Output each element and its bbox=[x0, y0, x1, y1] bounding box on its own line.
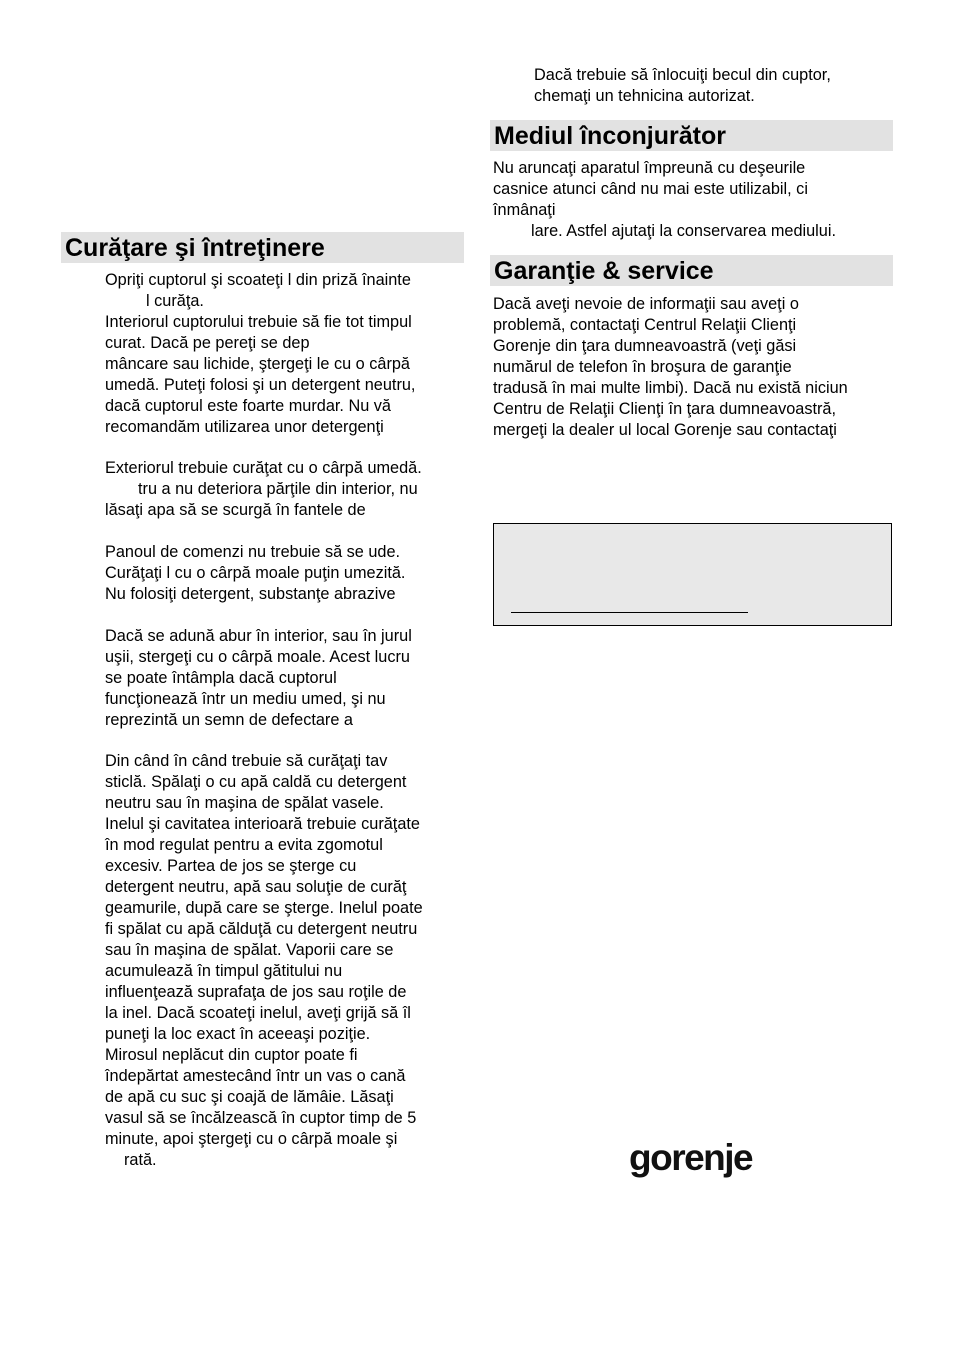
info-box bbox=[493, 523, 892, 626]
paragraph-line: Interiorul cuptorului trebuie să fie tot timpul bbox=[105, 313, 412, 331]
paragraph-line: Curăţaţi l cu o cârpă moale puţin umezită. bbox=[105, 564, 406, 582]
paragraph-line: vasul să se încălzească în cuptor timp de 5 bbox=[105, 1109, 417, 1127]
paragraph-line: uşii, stergeţi cu o cârpă moale. Acest lucru bbox=[105, 648, 410, 666]
paragraph-line: Inelul şi cavitatea interioară trebuie curăţate bbox=[105, 815, 420, 833]
paragraph-line: se poate întâmpla dacă cuptorul bbox=[105, 669, 337, 687]
paragraph-line: înmânaţi bbox=[493, 201, 556, 219]
paragraph-line: fi spălat cu apă călduţă cu detergent neutru bbox=[105, 920, 418, 938]
warranty-heading: Garanţie & service bbox=[494, 257, 714, 285]
paragraph-line: mergeţi la dealer ul local Gorenje sau contactaţi bbox=[493, 421, 837, 439]
paragraph-line: Opriţi cuptorul şi scoateţi l din priză înainte bbox=[105, 271, 411, 289]
paragraph-line: umedă. Puteţi folosi şi un detergent neutru, bbox=[105, 376, 416, 394]
warranty-heading-bar bbox=[490, 255, 893, 286]
paragraph-line: Din când în când trebuie să curăţaţi tav bbox=[105, 752, 388, 770]
paragraph-line: l curăţa. bbox=[146, 292, 204, 310]
paragraph-line: recomandăm utilizarea unor detergenţi bbox=[105, 418, 384, 436]
paragraph-line: excesiv. Partea de jos se şterge cu bbox=[105, 857, 357, 875]
paragraph-line: Panoul de comenzi nu trebuie să se ude. bbox=[105, 543, 401, 561]
paragraph-line: puneţi la loc exact în aceeaşi poziţie. bbox=[105, 1025, 371, 1043]
paragraph-line: Dacă se adună abur în interior, sau în jurul bbox=[105, 627, 412, 645]
paragraph-line: dacă cuptorul este foarte murdar. Nu vă bbox=[105, 397, 391, 415]
paragraph-line: rată. bbox=[124, 1151, 157, 1169]
paragraph-line: Dacă aveţi nevoie de informaţii sau aveţi o bbox=[493, 295, 799, 313]
environment-heading: Mediul înconjurător bbox=[494, 122, 726, 150]
paragraph-line: Nu folosiţi detergent, substanţe abrazive bbox=[105, 585, 396, 603]
paragraph-line: Gorenje din ţara dumneavoastră (veţi găsi bbox=[493, 337, 797, 355]
environment-heading-bar bbox=[490, 120, 893, 151]
paragraph-line: neutru sau în maşina de spălat vasele. bbox=[105, 794, 384, 812]
paragraph-line: Nu aruncaţi aparatul împreună cu deşeurile bbox=[493, 159, 806, 177]
paragraph-line: casnice atunci când nu mai este utilizabil, ci bbox=[493, 180, 808, 198]
paragraph-line: Dacă trebuie să înlocuiţi becul din cuptor, bbox=[534, 66, 831, 84]
paragraph-line: chemaţi un tehnicina autorizat. bbox=[534, 87, 755, 105]
paragraph-line: Mirosul neplăcut din cuptor poate fi bbox=[105, 1046, 358, 1064]
signature-line bbox=[511, 612, 748, 613]
paragraph-line: curat. Dacă pe pereţi se dep bbox=[105, 334, 310, 352]
paragraph-line: mâncare sau lichide, ştergeţi le cu o cârpă bbox=[105, 355, 410, 373]
paragraph-line: lăsaţi apa să se scurgă în fantele de bbox=[105, 501, 366, 519]
cleaning-heading-bar bbox=[61, 232, 464, 263]
paragraph-line: numărul de telefon în broşura de garanţie bbox=[493, 358, 792, 376]
paragraph-line: Centru de Relaţii Clienţi în ţara dumneavoastră, bbox=[493, 400, 836, 418]
paragraph-line: problemă, contactaţi Centrul Relaţii Clienţi bbox=[493, 316, 797, 334]
paragraph-line: de apă cu suc şi coajă de lămâie. Lăsaţi bbox=[105, 1088, 394, 1106]
paragraph-line: tru a nu deteriora părţile din interior, nu bbox=[138, 480, 418, 498]
paragraph-line: în mod regulat pentru a evita zgomotul bbox=[105, 836, 383, 854]
paragraph-line: geamurile, după care se şterge. Inelul poate bbox=[105, 899, 423, 917]
paragraph-line: lare. Astfel ajutaţi la conservarea mediului. bbox=[531, 222, 836, 240]
paragraph-line: tradusă în mai multe limbi). Dacă nu există niciun bbox=[493, 379, 848, 397]
cleaning-heading: Curăţare şi întreţinere bbox=[65, 234, 325, 262]
paragraph-line: la inel. Dacă scoateţi inelul, aveţi grijă să îl bbox=[105, 1004, 411, 1022]
paragraph-line: sticlă. Spălaţi o cu apă caldă cu detergent bbox=[105, 773, 407, 791]
paragraph-line: detergent neutru, apă sau soluţie de curăţ bbox=[105, 878, 407, 896]
paragraph-line: funcţionează într un mediu umed, şi nu bbox=[105, 690, 386, 708]
paragraph-line: influenţează suprafaţa de jos sau roţile de bbox=[105, 983, 407, 1001]
paragraph-line: sau în maşina de spălat. Vaporii care se bbox=[105, 941, 394, 959]
paragraph-line: Exteriorul trebuie curăţat cu o cârpă umedă. bbox=[105, 459, 422, 477]
paragraph-line: acumulează în timpul gătitului nu bbox=[105, 962, 343, 980]
paragraph-line: îndepărtat amestecând într un vas o cană bbox=[105, 1067, 406, 1085]
gorenje-logo: gorenje bbox=[629, 1137, 753, 1178]
paragraph-line: reprezintă un semn de defectare a bbox=[105, 711, 353, 729]
paragraph-line: minute, apoi ştergeţi cu o cârpă moale şi bbox=[105, 1130, 398, 1148]
